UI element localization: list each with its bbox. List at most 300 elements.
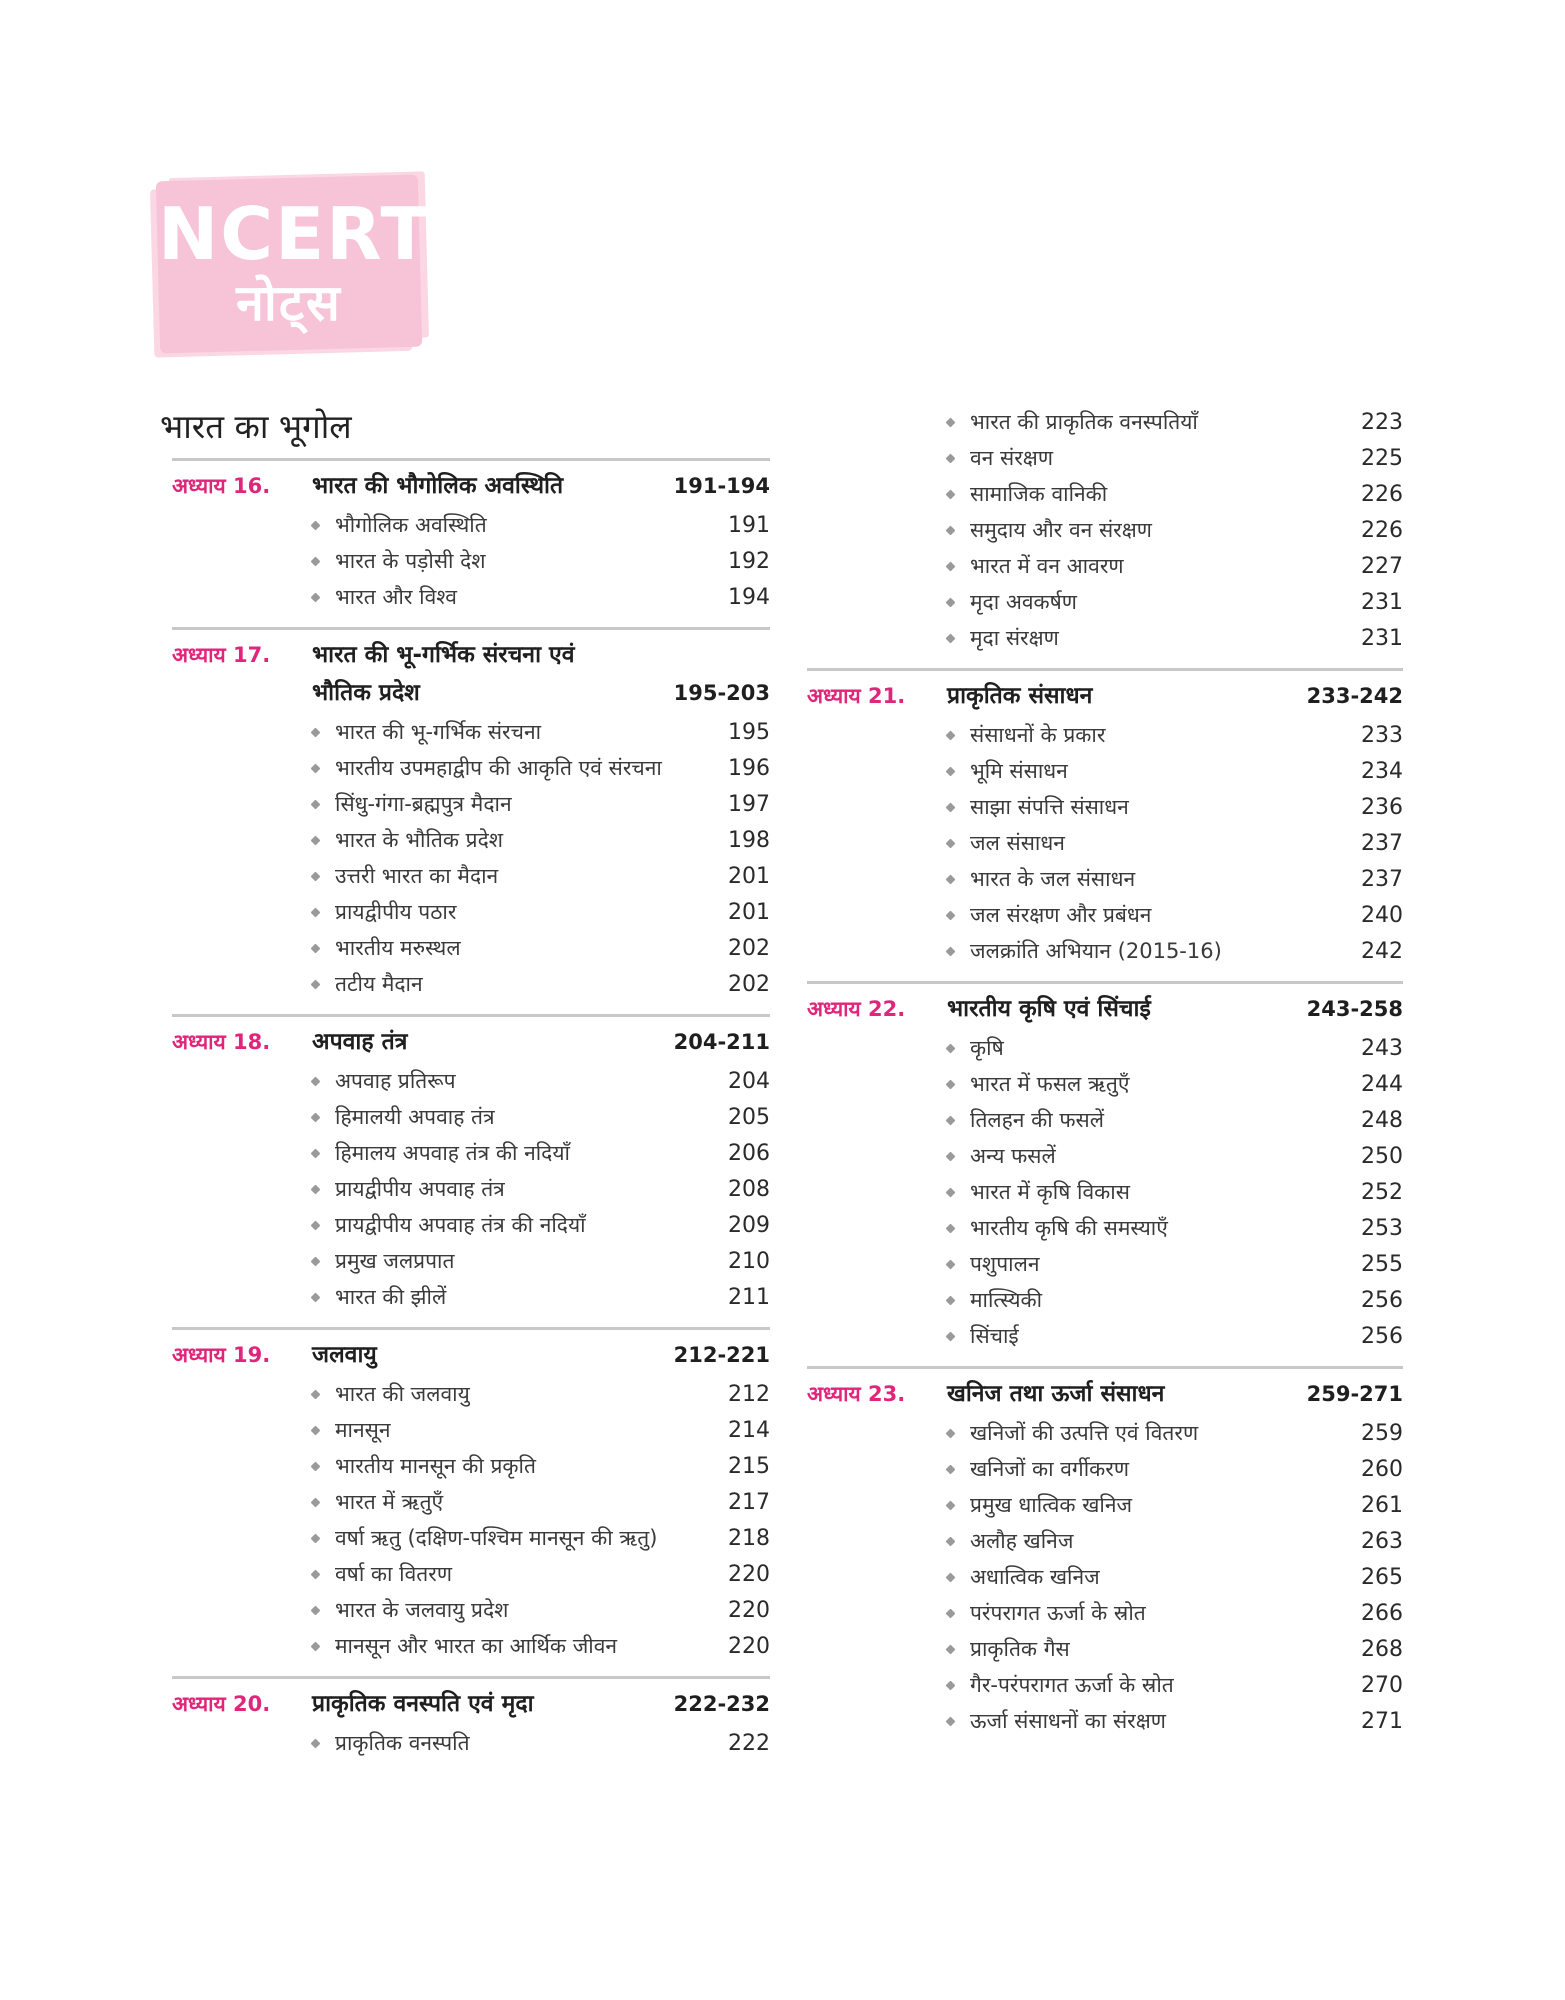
toc-item-page: 243 [1361, 1035, 1403, 1061]
bullet-icon [946, 802, 956, 812]
bullet-icon [946, 1464, 956, 1474]
toc-item[interactable] [807, 1415, 1403, 1451]
toc-item-label: जल संसाधन [970, 831, 1065, 855]
toc-item-label: प्रमुख धात्विक खनिज [970, 1493, 1133, 1517]
chapter-title [312, 1023, 670, 1061]
chapter-title-line: भारतीय कृषि एवं सिंचाई [947, 996, 1151, 1022]
toc-item-label: भारतीय उपमहाद्वीप की आकृति एवं संरचना [335, 756, 662, 780]
toc-item-label: अपवाह प्रतिरूप [335, 1069, 456, 1093]
chapter-heading[interactable] [807, 1369, 1403, 1413]
toc-item[interactable] [807, 1559, 1403, 1595]
toc-item-page: 223 [1361, 409, 1403, 435]
bullet-icon [946, 1079, 956, 1089]
bullet-icon [946, 946, 956, 956]
toc-item-page: 226 [1361, 517, 1403, 543]
toc-item-label: वर्षा ऋतु (दक्षिण-पश्चिम मानसून की ऋतु) [335, 1526, 658, 1550]
toc-item-page: 252 [1361, 1179, 1403, 1205]
bullet-icon [946, 910, 956, 920]
bullet-icon [946, 838, 956, 848]
toc-item-label: जल संरक्षण और प्रबंधन [970, 903, 1152, 927]
bullet-icon [946, 1043, 956, 1053]
toc-item-page: 236 [1361, 794, 1403, 820]
toc-item-page: 253 [1361, 1215, 1403, 1241]
toc-item-page: 250 [1361, 1143, 1403, 1169]
toc-item-label: प्राकृतिक गैस [970, 1637, 1070, 1661]
toc-item-page: 259 [1361, 1420, 1403, 1446]
toc-item-label: भारत में ऋतुएँ [335, 1490, 444, 1514]
toc-item-page: 191 [728, 512, 770, 538]
bullet-icon [946, 1428, 956, 1438]
bullet-icon [311, 763, 321, 773]
bullet-icon [946, 1187, 956, 1197]
toc-item-page: 192 [728, 548, 770, 574]
toc-item[interactable] [807, 897, 1403, 933]
toc-item-page: 226 [1361, 481, 1403, 507]
toc-item-page: 212 [728, 1381, 770, 1407]
toc-item-page: 204 [728, 1068, 770, 1094]
toc-item-label: साझा संपत्ति संसाधन [970, 795, 1129, 819]
bullet-icon [946, 633, 956, 643]
chapter-title-line: भौतिक प्रदेश [312, 680, 420, 706]
toc-item[interactable] [807, 476, 1403, 512]
toc-item-label: गैर-परंपरागत ऊर्जा के स्रोत [970, 1673, 1174, 1697]
chapter-number: अध्याय 17. [172, 643, 271, 667]
chapter-page-range: 243-258 [1306, 997, 1403, 1021]
toc-item-page: 227 [1361, 553, 1403, 579]
chapter-title [312, 636, 670, 712]
chapter-items [172, 1725, 770, 1773]
toc-item[interactable] [807, 1102, 1403, 1138]
ncert-notes-logo [158, 178, 432, 350]
toc-item-label: उत्तरी भारत का मैदान [335, 864, 499, 888]
toc-item-page: 214 [728, 1417, 770, 1443]
bullet-icon [311, 727, 321, 737]
bullet-icon [311, 1148, 321, 1158]
toc-item[interactable] [172, 1448, 770, 1484]
toc-item-page: 266 [1361, 1600, 1403, 1626]
bullet-icon [946, 489, 956, 499]
chapter-block [807, 981, 1403, 1366]
toc-item[interactable] [172, 1556, 770, 1592]
bullet-icon [311, 943, 321, 953]
chapter-title-line: प्राकृतिक वनस्पति एवं मृदा [312, 1691, 534, 1717]
bullet-icon [946, 1223, 956, 1233]
toc-item[interactable] [807, 584, 1403, 620]
toc-item-label: भारत में कृषि विकास [970, 1180, 1130, 1204]
toc-item[interactable] [807, 861, 1403, 897]
chapter-block [172, 1676, 770, 1773]
toc-item-label: मृदा अवकर्षण [970, 590, 1077, 614]
toc-item[interactable] [807, 1030, 1403, 1066]
bullet-icon [311, 520, 321, 530]
bullet-icon [946, 1608, 956, 1618]
toc-item-page: 248 [1361, 1107, 1403, 1133]
bullet-icon [311, 1569, 321, 1579]
toc-item-label: प्रमुख जलप्रपात [335, 1249, 455, 1273]
toc-item-page: 260 [1361, 1456, 1403, 1482]
bullet-icon [946, 1572, 956, 1582]
toc-item-label: भूमि संसाधन [970, 759, 1068, 783]
bullet-icon [311, 799, 321, 809]
chapter-heading[interactable] [172, 630, 770, 712]
toc-item-page: 263 [1361, 1528, 1403, 1554]
toc-item-page: 208 [728, 1176, 770, 1202]
bullet-icon [946, 561, 956, 571]
chapter-block [172, 1014, 770, 1327]
toc-item[interactable] [172, 750, 770, 786]
bullet-icon [311, 556, 321, 566]
toc-item-page: 237 [1361, 866, 1403, 892]
toc-item-label: संसाधनों के प्रकार [970, 723, 1106, 747]
toc-item-label: तटीय मैदान [335, 972, 423, 996]
toc-item-page: 271 [1361, 1708, 1403, 1734]
bullet-icon [946, 730, 956, 740]
toc-item-label: हिमालयी अपवाह तंत्र [335, 1105, 495, 1129]
toc-item[interactable] [172, 714, 770, 750]
chapter-title [947, 677, 1303, 715]
bullet-icon [311, 592, 321, 602]
chapter-block [172, 1327, 770, 1676]
chapter-items [172, 507, 770, 627]
toc-item[interactable] [807, 1282, 1403, 1318]
bullet-icon [946, 1115, 956, 1125]
toc-item-label: समुदाय और वन संरक्षण [970, 518, 1152, 542]
toc-item-label: हिमालय अपवाह तंत्र की नदियाँ [335, 1141, 570, 1165]
toc-item[interactable] [172, 543, 770, 579]
toc-item-label: सिंचाई [970, 1324, 1019, 1348]
bullet-icon [311, 871, 321, 881]
toc-item[interactable] [807, 789, 1403, 825]
toc-item[interactable] [172, 894, 770, 930]
chapter-number: अध्याय 23. [807, 1382, 906, 1406]
bullet-icon [311, 1533, 321, 1543]
toc-item-page: 242 [1361, 938, 1403, 964]
chapter-number: अध्याय 22. [807, 997, 906, 1021]
bullet-icon [946, 1644, 956, 1654]
toc-item-label: भारतीय मानसून की प्रकृति [335, 1454, 536, 1478]
toc-item[interactable] [172, 1279, 770, 1315]
toc-item-label: ऊर्जा संसाधनों का संरक्षण [970, 1709, 1166, 1733]
toc-item[interactable] [807, 1318, 1403, 1354]
chapter-title-line: भारत की भू-गर्भिक संरचना एवं [312, 642, 575, 668]
toc-item-page: 256 [1361, 1323, 1403, 1349]
toc-item-page: 206 [728, 1140, 770, 1166]
toc-item-label: भारत की भू-गर्भिक संरचना [335, 720, 542, 744]
toc-item-label: पशुपालन [970, 1252, 1040, 1276]
toc-item-page: 201 [728, 863, 770, 889]
bullet-icon [946, 453, 956, 463]
toc-item-page: 234 [1361, 758, 1403, 784]
toc-item-page: 261 [1361, 1492, 1403, 1518]
toc-item[interactable] [807, 548, 1403, 584]
chapter-title [947, 990, 1303, 1028]
bullet-icon [946, 1259, 956, 1269]
toc-item-page: 220 [728, 1597, 770, 1623]
chapter-heading[interactable] [807, 984, 1403, 1028]
toc-item-label: भारत में वन आवरण [970, 554, 1124, 578]
chapter-heading[interactable] [807, 671, 1403, 715]
chapter-heading[interactable] [172, 1017, 770, 1061]
bullet-icon [311, 1112, 321, 1122]
toc-item[interactable] [172, 1243, 770, 1279]
bullet-icon [311, 1292, 321, 1302]
bullet-icon [311, 1184, 321, 1194]
bullet-icon [946, 1680, 956, 1690]
toc-item-label: मानसून [335, 1418, 391, 1442]
toc-item-page: 210 [728, 1248, 770, 1274]
chapter-block [807, 1366, 1403, 1751]
section-title: भारत का भूगोल [160, 407, 352, 446]
toc-item-label: सिंधु-गंगा-ब्रह्मपुत्र मैदान [335, 792, 512, 816]
toc-item[interactable] [172, 1171, 770, 1207]
chapter-title-line: खनिज तथा ऊर्जा संसाधन [947, 1381, 1165, 1407]
chapter-title-line: प्राकृतिक संसाधन [947, 683, 1093, 709]
toc-item-page: 244 [1361, 1071, 1403, 1097]
bullet-icon [311, 1220, 321, 1230]
toc-item-page: 256 [1361, 1287, 1403, 1313]
toc-item-label: भारत और विश्व [335, 585, 457, 609]
chapter-heading[interactable] [172, 461, 770, 505]
toc-item[interactable] [172, 507, 770, 543]
toc-item-label: प्रायद्वीपीय अपवाह तंत्र की नदियाँ [335, 1213, 586, 1237]
toc-item-label: वर्षा का वितरण [335, 1562, 453, 1586]
toc-item-label: कृषि [970, 1036, 1004, 1060]
toc-item-label: खनिजों का वर्गीकरण [970, 1457, 1130, 1481]
toc-item-label: अलौह खनिज [970, 1529, 1074, 1553]
toc-item[interactable] [807, 825, 1403, 861]
chapter-title-line: भारत की भौगोलिक अवस्थिति [312, 473, 564, 499]
toc-item-page: 198 [728, 827, 770, 853]
toc-item-label: प्रायद्वीपीय पठार [335, 900, 457, 924]
chapter-number: अध्याय 21. [807, 684, 906, 708]
toc-item[interactable] [172, 786, 770, 822]
toc-item[interactable] [807, 404, 1403, 440]
toc-item-label: परंपरागत ऊर्जा के स्रोत [970, 1601, 1146, 1625]
bullet-icon [311, 1425, 321, 1435]
toc-item-label: भारत के भौतिक प्रदेश [335, 828, 504, 852]
chapter-number: अध्याय 18. [172, 1030, 271, 1054]
toc-item-page: 220 [728, 1633, 770, 1659]
toc-item-label: प्राकृतिक वनस्पति [335, 1731, 470, 1755]
toc-item[interactable] [172, 1063, 770, 1099]
toc-item-page: 265 [1361, 1564, 1403, 1590]
bullet-icon [946, 1151, 956, 1161]
bullet-icon [946, 766, 956, 776]
chapter-block [172, 458, 770, 627]
bullet-icon [311, 1605, 321, 1615]
toc-item-label: भौगोलिक अवस्थिति [335, 513, 487, 537]
toc-item[interactable] [807, 1487, 1403, 1523]
toc-item[interactable] [172, 1135, 770, 1171]
toc-item[interactable] [807, 512, 1403, 548]
toc-item-label: वन संरक्षण [970, 446, 1054, 470]
toc-item-label: भारत की झीलें [335, 1285, 447, 1309]
toc-item[interactable] [172, 1412, 770, 1448]
toc-item[interactable] [807, 717, 1403, 753]
toc-item-page: 211 [728, 1284, 770, 1310]
bullet-icon [311, 1641, 321, 1651]
logo-text-line1: NCERT [158, 192, 432, 276]
chapter-page-range: 233-242 [1306, 684, 1403, 708]
bullet-icon [311, 979, 321, 989]
toc-item-label: मृदा संरक्षण [970, 626, 1059, 650]
toc-item-page: 209 [728, 1212, 770, 1238]
toc-item-label: भारत की जलवायु [335, 1382, 470, 1406]
bullet-icon [946, 1295, 956, 1305]
toc-item[interactable] [807, 1246, 1403, 1282]
chapter-number: अध्याय 16. [172, 474, 271, 498]
chapter-title-line: अपवाह तंत्र [312, 1029, 408, 1055]
toc-item-label: मात्स्यिकी [970, 1288, 1043, 1312]
chapter-page-range: 204-211 [673, 1030, 770, 1054]
toc-item[interactable] [172, 1520, 770, 1556]
toc-right-column [807, 404, 1403, 1751]
chapter-title [947, 1375, 1303, 1413]
bullet-icon [946, 874, 956, 884]
toc-item[interactable] [807, 753, 1403, 789]
toc-left-column [172, 458, 770, 1773]
toc-item[interactable] [807, 1138, 1403, 1174]
toc-item-page: 222 [728, 1730, 770, 1756]
toc-item[interactable] [807, 1631, 1403, 1667]
toc-item-label: अधात्विक खनिज [970, 1565, 1100, 1589]
toc-item-label: भारतीय कृषि की समस्याएँ [970, 1216, 1168, 1240]
toc-item-page: 217 [728, 1489, 770, 1515]
chapter-heading[interactable] [172, 1330, 770, 1374]
bullet-icon [946, 1331, 956, 1341]
bullet-icon [946, 525, 956, 535]
chapter-items [172, 1063, 770, 1327]
bullet-icon [311, 1497, 321, 1507]
chapter-title-line: जलवायु [312, 1342, 377, 1368]
chapter-items [172, 1376, 770, 1676]
toc-item[interactable] [807, 1595, 1403, 1631]
toc-item[interactable] [172, 1628, 770, 1664]
chapter-items [172, 714, 770, 1014]
toc-item-label: प्रायद्वीपीय अपवाह तंत्र [335, 1177, 505, 1201]
toc-item[interactable] [172, 822, 770, 858]
toc-item[interactable] [807, 440, 1403, 476]
chapter-block [807, 668, 1403, 981]
toc-item[interactable] [807, 933, 1403, 969]
toc-item-label: भारत के जल संसाधन [970, 867, 1136, 891]
bullet-icon [311, 1389, 321, 1399]
toc-item[interactable] [807, 620, 1403, 656]
toc-item[interactable] [172, 1725, 770, 1761]
chapter-title [312, 467, 670, 505]
chapter-title [312, 1685, 670, 1723]
toc-item-page: 255 [1361, 1251, 1403, 1277]
toc-item[interactable] [807, 1210, 1403, 1246]
toc-item[interactable] [807, 1066, 1403, 1102]
chapter-title [312, 1336, 670, 1374]
logo-text-line2: नोट्स [236, 274, 342, 332]
bullet-icon [311, 1256, 321, 1266]
toc-item-page: 218 [728, 1525, 770, 1551]
bullet-icon [311, 1076, 321, 1086]
toc-item[interactable] [172, 1207, 770, 1243]
toc-item-page: 231 [1361, 625, 1403, 651]
toc-item[interactable] [807, 1703, 1403, 1739]
toc-item-page: 231 [1361, 589, 1403, 615]
toc-item-page: 195 [728, 719, 770, 745]
toc-item-page: 233 [1361, 722, 1403, 748]
toc-item-page: 201 [728, 899, 770, 925]
bullet-icon [311, 907, 321, 917]
chapter-items [807, 1030, 1403, 1366]
toc-item[interactable] [807, 1451, 1403, 1487]
toc-item-page: 220 [728, 1561, 770, 1587]
toc-item[interactable] [172, 966, 770, 1002]
chapter-number: अध्याय 19. [172, 1343, 271, 1367]
toc-item-label: भारतीय मरुस्थल [335, 936, 461, 960]
toc-item-page: 240 [1361, 902, 1403, 928]
chapter-page-range: 212-221 [673, 1343, 770, 1367]
toc-item-label: खनिजों की उत्पत्ति एवं वितरण [970, 1421, 1199, 1445]
chapter-page-range: 195-203 [673, 681, 770, 705]
toc-item[interactable] [807, 1174, 1403, 1210]
toc-item[interactable] [172, 579, 770, 615]
chapter-heading[interactable] [172, 1679, 770, 1723]
toc-item-label: भारत के जलवायु प्रदेश [335, 1598, 509, 1622]
chapter-items [807, 717, 1403, 981]
bullet-icon [311, 835, 321, 845]
chapter-block [172, 627, 770, 1014]
toc-item-page: 225 [1361, 445, 1403, 471]
toc-item-label: भारत के पड़ोसी देश [335, 549, 486, 573]
bullet-icon [946, 1716, 956, 1726]
toc-item[interactable] [172, 1592, 770, 1628]
toc-item[interactable] [172, 858, 770, 894]
toc-item[interactable] [807, 1667, 1403, 1703]
toc-item-page: 237 [1361, 830, 1403, 856]
chapter-page-range: 191-194 [673, 474, 770, 498]
toc-item-page: 197 [728, 791, 770, 817]
bullet-icon [946, 417, 956, 427]
toc-item-page: 202 [728, 971, 770, 997]
chapter-page-range: 259-271 [1306, 1382, 1403, 1406]
toc-item[interactable] [172, 1484, 770, 1520]
toc-item-label: सामाजिक वानिकी [970, 482, 1108, 506]
bullet-icon [946, 597, 956, 607]
toc-item-label: भारत की प्राकृतिक वनस्पतियाँ [970, 410, 1198, 434]
chapter-20-continued-items [807, 404, 1403, 668]
toc-item-label: जलक्रांति अभियान (2015-16) [970, 939, 1222, 963]
bullet-icon [311, 1738, 321, 1748]
toc-item[interactable] [172, 1099, 770, 1135]
toc-item-label: मानसून और भारत का आर्थिक जीवन [335, 1634, 618, 1658]
toc-item-page: 215 [728, 1453, 770, 1479]
bullet-icon [946, 1500, 956, 1510]
toc-item[interactable] [807, 1523, 1403, 1559]
toc-item-page: 270 [1361, 1672, 1403, 1698]
toc-item-label: तिलहन की फसलें [970, 1108, 1104, 1132]
toc-item-label: भारत में फसल ऋतुएँ [970, 1072, 1130, 1096]
toc-item-page: 196 [728, 755, 770, 781]
bullet-icon [946, 1536, 956, 1546]
toc-item-page: 205 [728, 1104, 770, 1130]
bullet-icon [311, 1461, 321, 1471]
toc-item[interactable] [172, 930, 770, 966]
toc-item-label: अन्य फसलें [970, 1144, 1056, 1168]
chapter-items [807, 1415, 1403, 1751]
chapter-page-range: 222-232 [673, 1692, 770, 1716]
toc-item-page: 268 [1361, 1636, 1403, 1662]
toc-item[interactable] [172, 1376, 770, 1412]
chapter-number: अध्याय 20. [172, 1692, 271, 1716]
toc-item-page: 202 [728, 935, 770, 961]
toc-item-page: 194 [728, 584, 770, 610]
